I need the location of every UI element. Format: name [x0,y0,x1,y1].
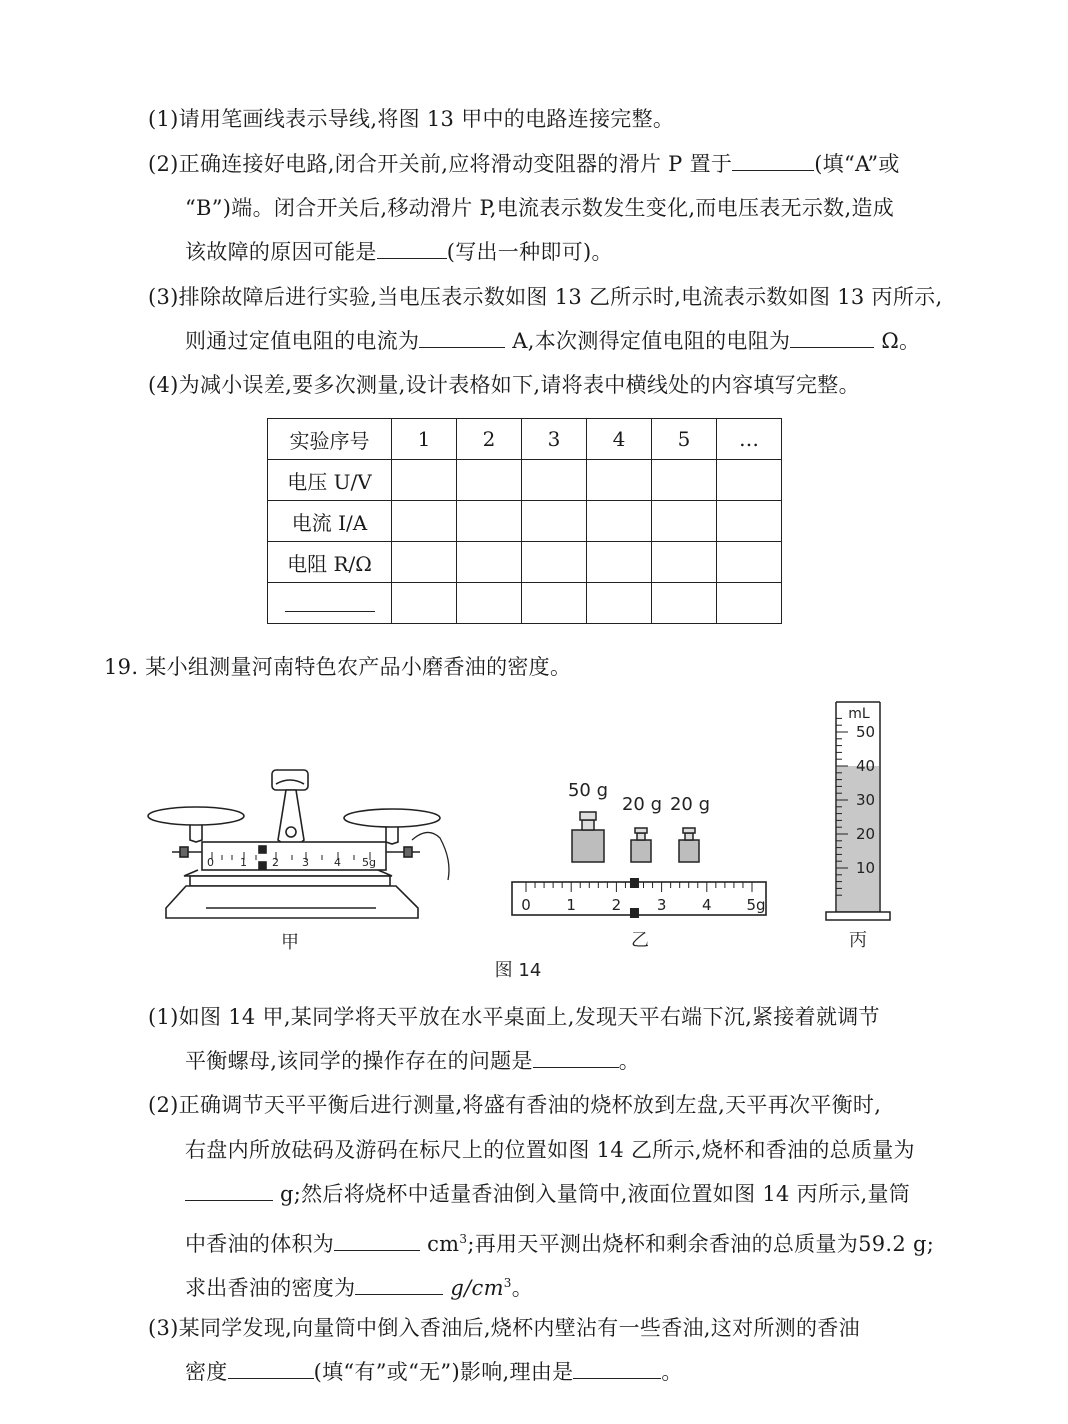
ruler-tick-label: 3 [656,896,667,914]
balance-label-3: 3 [302,856,309,869]
table-row-voltage: 电压 U/V [268,460,392,501]
table-cell[interactable] [652,460,717,501]
q19-part3-line2 [185,1357,683,1387]
q18-part1: (1)请用笔画线表示导线,将图 13 甲中的电路连接完整。 [148,107,675,131]
table-col: 3 [522,419,587,460]
q19-part2-line4: 中香油的体积为 $cm^3$;再用天平测出烧杯和剩余香油的总质量为59.2 g; [185,1232,935,1256]
table-col: … [717,419,782,460]
table-cell[interactable] [522,501,587,542]
q19-part2-text-c: g;然后将烧杯中适量香油倒入量筒中,液面位置如图 14 丙所示,量筒 [279,1182,911,1206]
answer-blank-current[interactable] [419,327,505,348]
q18-part2-text-e: (写出一种即可)。 [446,240,613,264]
cylinder-tick-label: 20 [856,825,876,843]
table-cell[interactable] [652,542,717,583]
table-cell[interactable] [392,501,457,542]
q19-part1-text-b: 平衡螺母,该同学的操作存在的问题是 [185,1049,533,1073]
table-cell[interactable] [587,460,652,501]
cylinder-tick-label: 10 [856,859,876,877]
balance-illustration [148,770,449,918]
rider-marker-bottom[interactable] [630,908,639,918]
table-cell[interactable] [717,542,782,583]
experiment-table [267,418,782,624]
answer-blank-fault-reason[interactable] [377,238,447,259]
ruler-tick-label: 0 [521,896,531,914]
table-row-blank[interactable] [268,583,392,624]
q19-part2-text-f: ;再用天平测出烧杯和剩余香油的总质量为59.2 g; [467,1232,935,1256]
weight-label-20g-b: 20 g [669,794,711,815]
balance-label-1: 1 [240,856,247,869]
table-row [268,419,782,460]
q18-part3-line1: (3)排除故障后进行实验,当电压表示数如图 13 乙所示时,电流表示数如图 13 丙所示, [148,285,943,309]
table-cell[interactable] [457,501,522,542]
ruler-tick-label: 2 [611,896,622,914]
q18-part2-text-b: (填“A”或 [814,152,900,176]
q19-part2-line1: (2)正确调节天平平衡后进行测量,将盛有香油的烧杯放到左盘,天平再次平衡时, [148,1093,882,1117]
q19-part2-line5: 求出香油的密度为 $g/cm^3$。 [185,1276,534,1300]
table-cell[interactable] [392,583,457,624]
q19-part2-text-e: cm [427,1232,460,1256]
answer-blank-influence[interactable] [228,1358,314,1379]
table-header-seq: 实验序号 [268,419,392,460]
balance-label-5g: 5g [362,856,376,869]
table-cell[interactable] [522,542,587,583]
balance-label-4: 4 [334,856,341,869]
table-cell[interactable] [717,501,782,542]
table-row [268,583,782,624]
figure-label-jia: 甲 [281,932,299,953]
table-cell[interactable] [522,460,587,501]
figure-label-yi: 乙 [631,930,649,951]
q18-part3-text-c: A,本次测得定值电阻的电阻为 [512,329,791,353]
rider-ruler [512,882,766,915]
table-row [268,460,782,501]
answer-blank-operation-problem[interactable] [533,1047,619,1068]
q18-part4: (4)为减小误差,要多次测量,设计表格如下,请将表中横线处的内容填写完整。 [148,373,860,397]
q19-part3-text-b: 密度 [185,1360,228,1384]
table-cell[interactable] [457,460,522,501]
q19-part1-text-c: 。 [618,1049,641,1073]
q18-part2-text-d: 该故障的原因可能是 [185,240,377,264]
table-cell[interactable] [457,583,522,624]
q18-part3-text-b: 则通过定值电阻的电流为 [185,329,420,353]
table-row [268,501,782,542]
answer-blank-reason[interactable] [573,1358,661,1379]
table-cell[interactable] [652,583,717,624]
table-cell[interactable] [717,460,782,501]
table-cell[interactable] [392,460,457,501]
table-cell[interactable] [392,542,457,583]
q19-part2-line3 [185,1179,910,1209]
answer-blank-resistance[interactable] [790,327,874,348]
q19-part2-text-h: g/cm [450,1276,504,1300]
ruler-tick-label: 4 [702,896,712,914]
answer-blank-row-name[interactable] [285,589,375,612]
q19-part2-text-i: 。 [511,1276,534,1300]
cylinder-tick-label: 50 [856,723,876,741]
table-col: 5 [652,419,717,460]
weights-group [572,812,699,862]
table-cell[interactable] [717,583,782,624]
rider-marker-top[interactable] [630,878,639,888]
weight-label-50g: 50 g [567,780,609,801]
q18-part2-text-a: (2)正确连接好电路,闭合开关前,应将滑动变阻器的滑片 P 置于 [148,152,733,176]
table-col: 1 [392,419,457,460]
ruler-tick-label: 5g [746,896,766,914]
q18-part2-line1 [148,149,900,179]
weight-label-20g-a: 20 g [621,794,663,815]
ruler-tick-label: 1 [566,896,576,914]
cylinder-tick-label: 30 [856,791,876,809]
answer-blank-volume[interactable] [334,1230,420,1251]
q18-part3-line2 [185,326,920,356]
balance-label-0: 0 [207,856,214,869]
table-cell[interactable] [522,583,587,624]
q19-part2-text-d: 中香油的体积为 [185,1232,335,1256]
answer-blank-total-mass[interactable] [185,1180,273,1201]
q19-part3-text-c: (填“有”或“无”)影响,理由是 [313,1360,574,1384]
q18-part2-line3 [185,237,613,267]
q18-part3-text-d: Ω。 [881,329,921,353]
figure-14 [0,690,1068,990]
q18-part2-line2: “B”)端。闭合开关后,移动滑片 P,电流表示数发生变化,而电压表无示数,造成 [185,196,895,220]
table-cell[interactable] [457,542,522,583]
table-col: 4 [587,419,652,460]
cylinder-tick-label: 40 [856,757,876,775]
table-col: 2 [457,419,522,460]
q19-part2-text-g: 求出香油的密度为 [185,1276,356,1300]
balance-label-2: 2 [272,856,279,869]
answer-blank-density[interactable] [355,1274,443,1295]
cylinder-unit: mL [848,706,870,722]
table-cell[interactable] [587,583,652,624]
q19-part3-text-d: 。 [661,1360,683,1384]
table-cell[interactable] [587,542,652,583]
q19-title: 19. 某小组测量河南特色农产品小磨香油的密度。 [104,655,572,679]
table-row-current: 电流 I/A [268,501,392,542]
figure-caption: 图 14 [494,960,542,981]
q19-part3-line1: (3)某同学发现,向量筒中倒入香油后,烧杯内壁沾有一些香油,这对所测的香油 [148,1316,860,1340]
q19-part1-line1: (1)如图 14 甲,某同学将天平放在水平桌面上,发现天平右端下沉,紧接着就调节 [148,1005,880,1029]
figure-label-bing: 丙 [849,930,867,951]
table-cell[interactable] [652,501,717,542]
table-row-resistance: 电阻 R/Ω [268,542,392,583]
q19-part2-line2: 右盘内所放砝码及游码在标尺上的位置如图 14 乙所示,烧杯和香油的总质量为 [185,1138,915,1162]
table-row [268,542,782,583]
table-cell[interactable] [587,501,652,542]
answer-blank-slider-end[interactable] [732,150,814,171]
q19-part1-line2 [185,1046,640,1076]
